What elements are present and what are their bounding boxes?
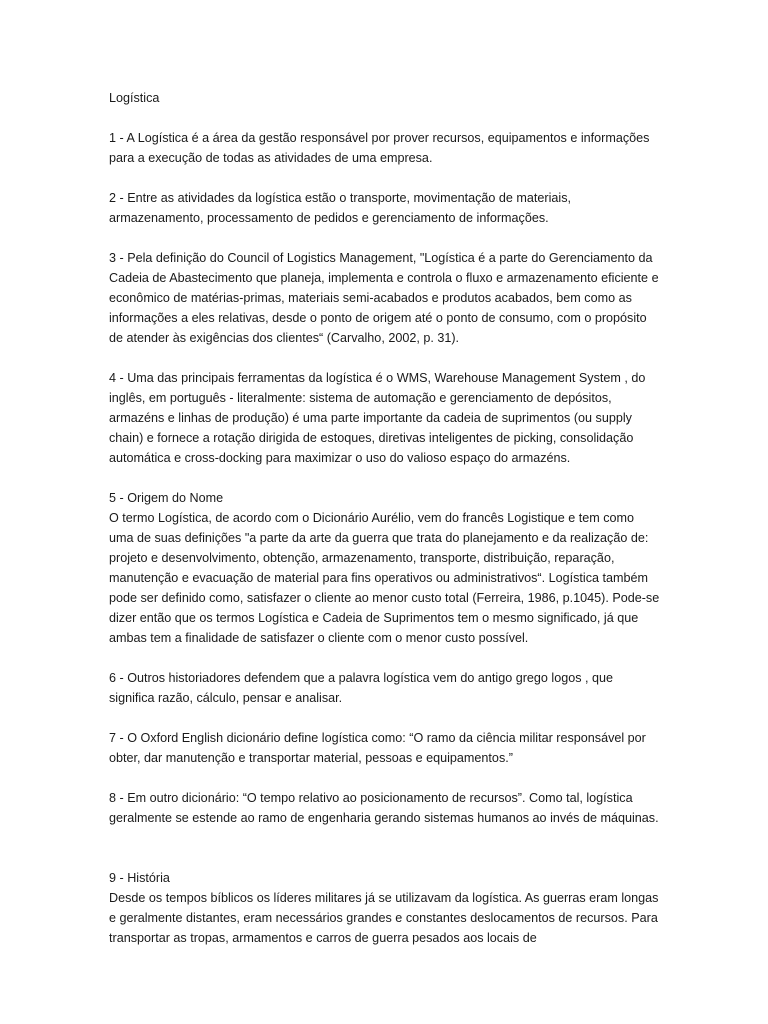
paragraph-4: 4 - Uma das principais ferramentas da logística é o WMS, Warehouse Management System , do inglês, em português - literalmente: sistema de automação e gerenciamento de depósitos, armazéns e linhas de produção) é uma parte importante da cadeia de suprimentos (ou supply chain) e fornece a rotação dirigida de estoques, diretivas inteligentes de picking, consolidação automática e cross-docking para maximizar o uso do valioso espaço do armazéns. [109,371,646,465]
paragraph-7: 7 - O Oxford English dicionário define logística como: “O ramo da ciência militar responsável por obter, dar manutenção e transportar material, pessoas e equipamentos.” [109,731,646,765]
paragraph-2: 2 - Entre as atividades da logística estão o transporte, movimentação de materiais, armazenamento, processamento de pedidos e gerenciamento de informações. [109,191,572,225]
paragraph-6: 6 - Outros historiadores defendem que a palavra logística vem do antigo grego logos , que significa razão, cálculo, pensar e analisar. [109,671,614,705]
section-5-heading: 5 - Origem do Nome [109,491,224,505]
section-9 [109,868,661,948]
paragraph-5: O termo Logística, de acordo com o Dicionário Aurélio, vem do francês Logistique e tem como uma de suas definições "a parte da arte da guerra que trata do planejamento e da realização de: projeto e desenvolvimento, obtenção, armazenamento, transporte, distribuição, reparação, manutenção e evacuação de material para fins operativos ou administrativos“. Logística também pode ser definido como, satisfazer o cliente ao menor custo total (Ferreira, 1986, p.1045). Pode-se dizer então que os termos Logística e Cadeia de Suprimentos tem o mesmo significado, já que ambas tem a finalidade de satisfazer o cliente com o menor custo possível. [109,511,660,645]
paragraph-1: 1 - A Logística é a área da gestão responsável por prover recursos, equipamentos e informações para a execução de todas as atividades de uma empresa. [109,131,650,165]
paragraph-8: 8 - Em outro dicionário: “O tempo relativo ao posicionamento de recursos”. Como tal, logística geralmente se estende ao ramo de engenharia gerando sistemas humanos ao invés de máquinas. [109,791,659,825]
section-5 [109,488,661,648]
paragraph-3: 3 - Pela definição do Council of Logistics Management, "Logística é a parte do Gerenciamento da Cadeia de Abastecimento que planeja, implementa e controla o fluxo e armazenamento eficiente e econômico de matérias-primas, materiais semi-acabados e produtos acabados, bem como as informações a eles relativas, desde o ponto de origem até o ponto de consumo, com o propósito de atender às exigências dos clientes“ (Carvalho, 2002, p. 31). [109,251,659,345]
document-page [109,88,661,968]
paragraph-9: Desde os tempos bíblicos os líderes militares já se utilizavam da logística. As guerras eram longas e geralmente distantes, eram necessários grandes e constantes deslocamentos de recursos. Para transportar as tropas, armamentos e carros de guerra pesados aos locais de [109,891,659,945]
section-9-heading: 9 - História [109,871,170,885]
document-title: Logística [109,91,160,105]
